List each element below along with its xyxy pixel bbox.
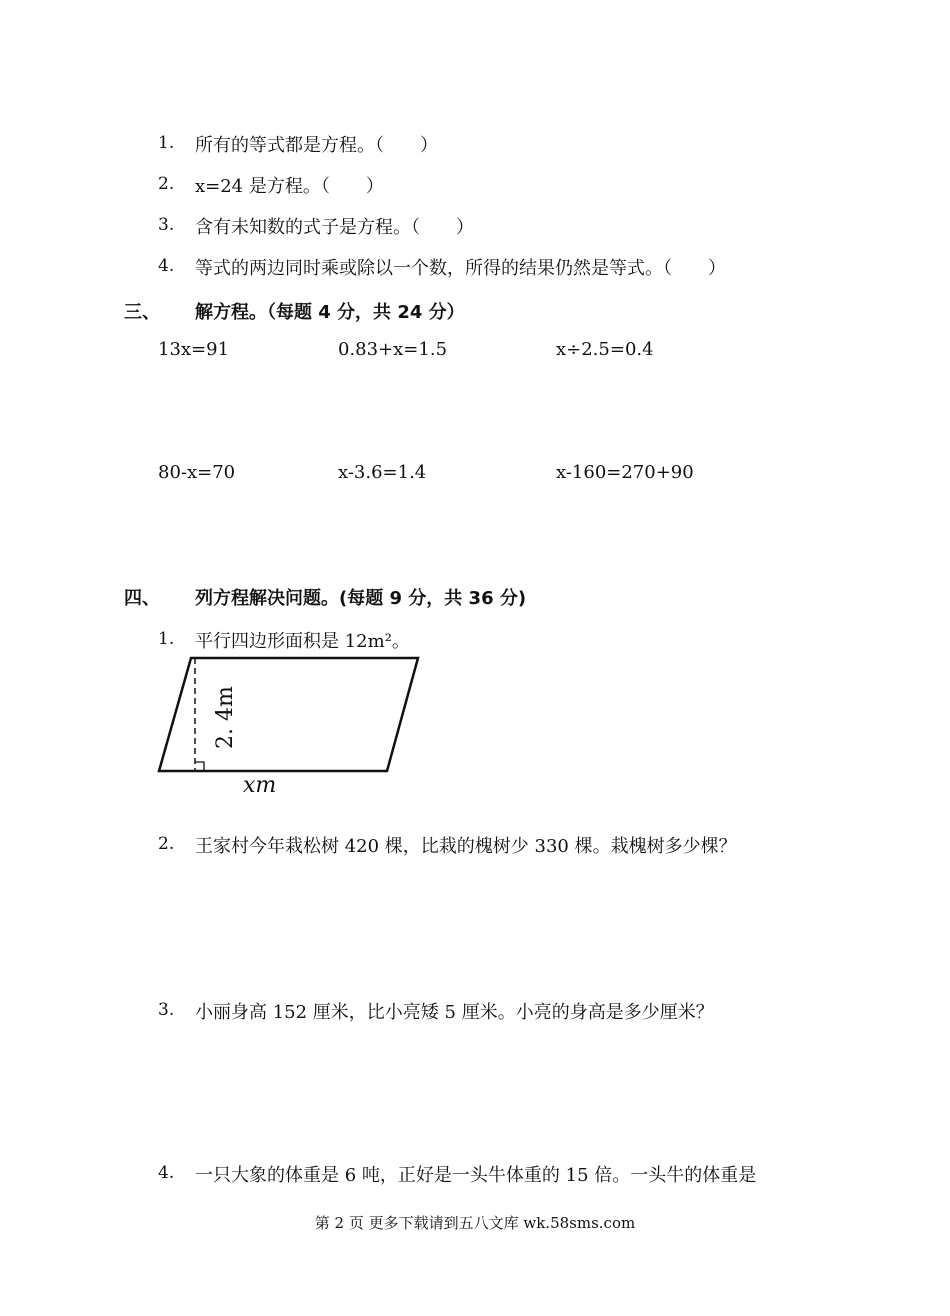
- parallelogram-shape: [159, 658, 418, 771]
- item-text: 等式的两边同时乘或除以一个数，所得的结果仍然是等式。（ ）: [195, 258, 726, 279]
- parallelogram-figure: [150, 650, 450, 800]
- section-three-title: 解方程。（每题 4 分，共 24 分）: [195, 302, 465, 323]
- problem-number: 4.: [158, 1163, 175, 1183]
- problem-number: 2.: [158, 834, 175, 854]
- equation: x-3.6=1.4: [338, 462, 427, 483]
- equation: 13x=91: [158, 339, 230, 360]
- item-number: 1.: [158, 133, 175, 153]
- problem-text: 平行四边形面积是 12m²。: [195, 631, 410, 652]
- problem-text: 王家村今年栽松树 420 棵，比栽的槐树少 330 棵。栽槐树多少棵？: [195, 836, 737, 857]
- problem-text: 一只大象的体重是 6 吨，正好是一头牛体重的 15 倍。一头牛的体重是: [195, 1165, 757, 1186]
- item-text: 含有未知数的式子是方程。（ ）: [195, 217, 474, 238]
- problem-number: 3.: [158, 1000, 175, 1020]
- equation: x-160=270+90: [556, 462, 694, 483]
- page-footer: 第 2 页 更多下载请到五八文库 wk.58sms.com: [314, 1214, 636, 1232]
- section-four-marker: 四、: [124, 588, 160, 609]
- section-three-marker: 三、: [124, 302, 160, 323]
- item-text: 所有的等式都是方程。（ ）: [195, 135, 438, 156]
- base-label: xm: [243, 773, 277, 798]
- equation: x÷2.5=0.4: [556, 339, 654, 360]
- item-text: x=24 是方程。（ ）: [195, 176, 384, 197]
- item-number: 3.: [158, 215, 175, 235]
- equation: 0.83+x=1.5: [338, 339, 448, 360]
- section-four-title: 列方程解决问题。(每题 9 分，共 36 分): [195, 588, 527, 609]
- item-number: 2.: [158, 174, 175, 194]
- problem-number: 1.: [158, 629, 175, 649]
- height-label: 2. 4m: [213, 686, 238, 749]
- problem-text: 小丽身高 152 厘米，比小亮矮 5 厘米。小亮的身高是多少厘米？: [195, 1002, 714, 1023]
- right-angle-mark: [195, 762, 204, 771]
- item-number: 4.: [158, 256, 175, 276]
- equation: 80-x=70: [158, 462, 236, 483]
